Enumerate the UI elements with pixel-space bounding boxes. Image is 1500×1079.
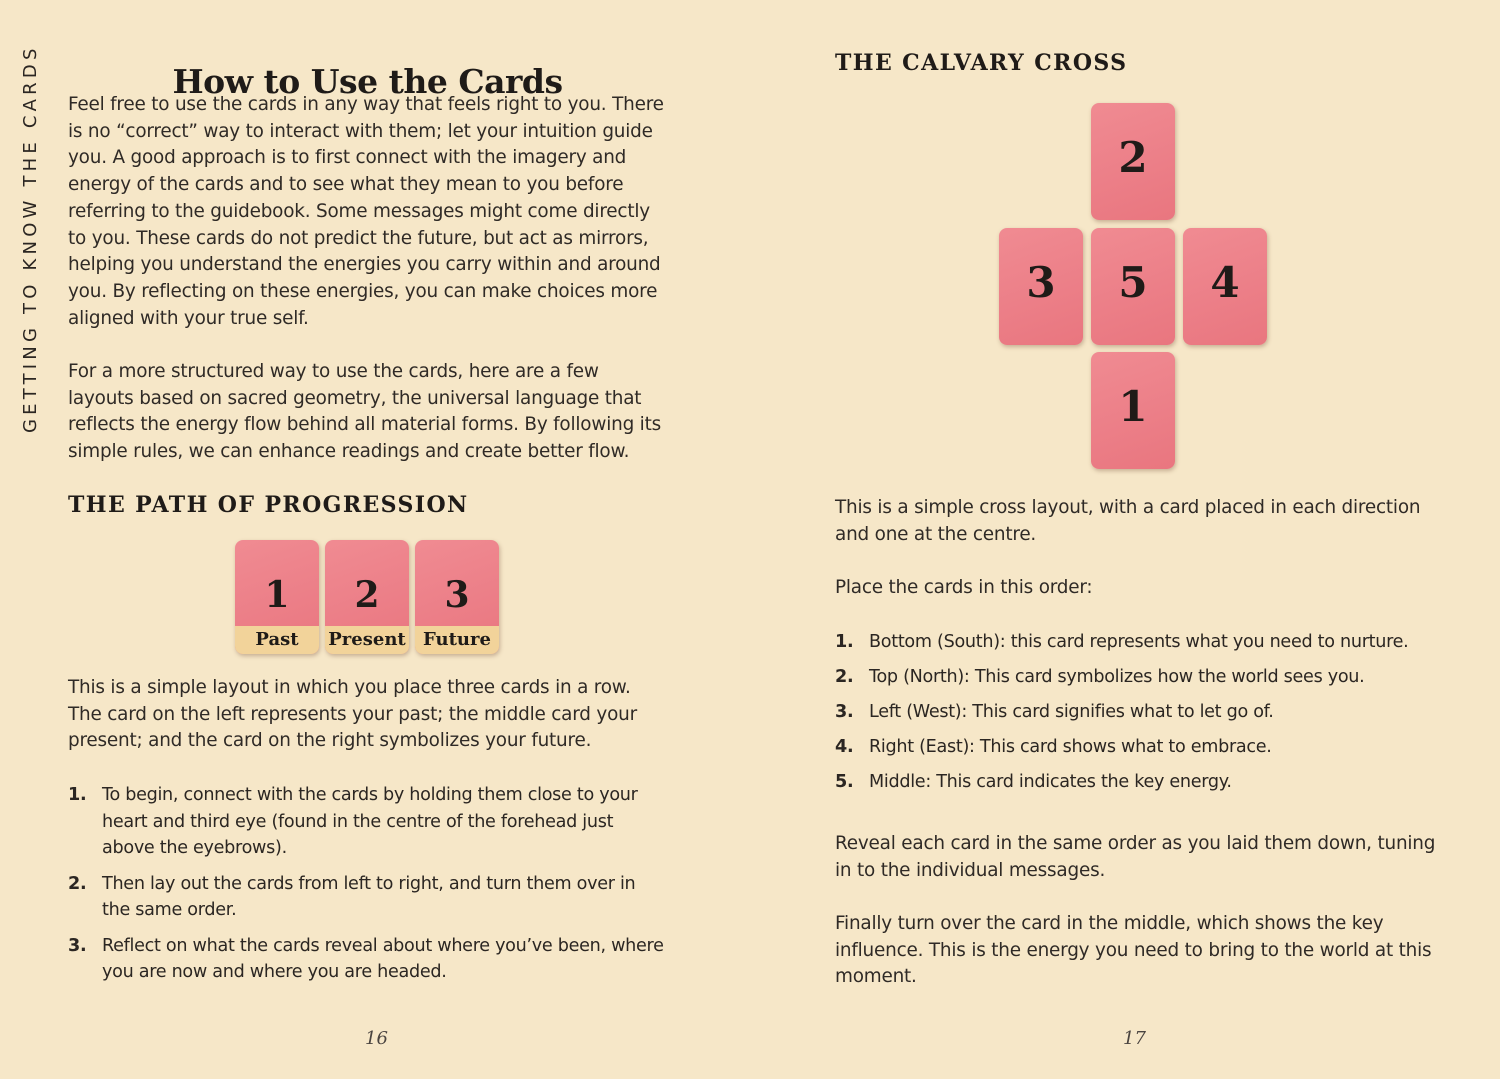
list-marker: 1. bbox=[68, 785, 87, 805]
list-item bbox=[835, 699, 1455, 725]
card-left bbox=[999, 228, 1083, 345]
list-item bbox=[835, 629, 1455, 655]
card-top bbox=[1091, 103, 1175, 220]
right-page bbox=[750, 0, 1500, 1079]
section-heading-path-of-progression: THE PATH OF PROGRESSION bbox=[68, 492, 469, 518]
list-marker: 5. bbox=[835, 772, 854, 792]
list-item-text: Right (East): This card shows what to embrace. bbox=[869, 737, 1272, 757]
list-item bbox=[835, 734, 1455, 760]
card-bottom bbox=[1091, 352, 1175, 469]
list-marker: 2. bbox=[835, 667, 854, 687]
order-intro: Place the cards in this order: bbox=[835, 577, 1093, 598]
list-item-text: Reflect on what the cards reveal about where you’ve been, where you are now and where you are headed. bbox=[102, 935, 664, 982]
list-item-text: Middle: This card indicates the key energy. bbox=[869, 772, 1232, 792]
page-number: 16 bbox=[365, 1028, 388, 1049]
list-marker: 3. bbox=[835, 702, 854, 722]
list-marker: 1. bbox=[835, 632, 854, 652]
path-description: This is a simple layout in which you place three cards in a row. The card on the left represents your past; the middle card your present; and the card on the right symbolizes your future. bbox=[68, 677, 637, 752]
final-paragraph: Finally turn over the card in the middle, which shows the key influence. This is the energy you need to bring to the world at this moment. bbox=[835, 913, 1432, 988]
intro-paragraph-2: For a more structured way to use the cards, here are a few layouts based on sacred geometry, the universal language that reflects the energy flow behind all material forms. By following its simple rules, we can enhance readings and create better flow. bbox=[68, 361, 661, 463]
card-number: 2 bbox=[1118, 133, 1148, 182]
section-heading-calvary-cross: THE CALVARY CROSS bbox=[835, 50, 1128, 76]
list-item bbox=[835, 664, 1455, 690]
card-label: Present bbox=[325, 626, 409, 654]
cross-steps-list bbox=[835, 629, 1455, 804]
side-running-header: GETTING TO KNOW THE CARDS bbox=[20, 44, 41, 433]
list-marker: 2. bbox=[68, 873, 87, 894]
card-label: Past bbox=[235, 626, 319, 654]
card-number: 2 bbox=[354, 574, 380, 616]
card-past bbox=[235, 540, 319, 654]
card-right bbox=[1183, 228, 1267, 345]
list-item bbox=[68, 782, 668, 862]
list-marker: 3. bbox=[68, 935, 87, 956]
card-label: Future bbox=[415, 626, 499, 654]
reveal-paragraph: Reveal each card in the same order as you laid them down, tuning in to the individual messages. bbox=[835, 833, 1436, 881]
card-number: 1 bbox=[1118, 382, 1148, 431]
card-future bbox=[415, 540, 499, 654]
list-item-text: To begin, connect with the cards by holding them close to your heart and third eye (found in the centre of the forehead just above the eyebrows). bbox=[102, 785, 638, 858]
page-title: How to Use the Cards bbox=[172, 62, 563, 102]
list-item bbox=[68, 871, 668, 924]
card-number: 3 bbox=[1026, 258, 1056, 307]
cross-description: This is a simple cross layout, with a card placed in each direction and one at the centre. bbox=[835, 497, 1421, 545]
list-item-text: Then lay out the cards from left to right, and turn them over in the same order. bbox=[102, 873, 636, 920]
card-present bbox=[325, 540, 409, 654]
card-center bbox=[1091, 228, 1175, 345]
page-number: 17 bbox=[1123, 1028, 1146, 1049]
list-marker: 4. bbox=[835, 737, 854, 757]
list-item-text: Left (West): This card signifies what to let go of. bbox=[869, 702, 1274, 722]
intro-paragraph-1: Feel free to use the cards in any way that feels right to you. There is no “correct” way to interact with them; let your intuition guide you. A good approach is to first connect with the imagery and energy of the cards and to see what they mean to you before referring to the guidebook. Some messages might come directly to you. These cards do not predict the future, but act as mirrors, helping you understand the energies you carry within and around you. By reflecting on these energies, you can make choices more aligned with your true self. bbox=[68, 94, 664, 329]
card-number: 1 bbox=[264, 574, 290, 616]
card-number: 4 bbox=[1210, 258, 1240, 307]
path-steps-list bbox=[68, 782, 668, 995]
card-number: 5 bbox=[1118, 258, 1148, 307]
card-number: 3 bbox=[444, 574, 470, 616]
list-item-text: Top (North): This card symbolizes how the world sees you. bbox=[869, 667, 1365, 687]
list-item-text: Bottom (South): this card represents what you need to nurture. bbox=[869, 632, 1409, 652]
list-item bbox=[68, 933, 668, 986]
list-item bbox=[835, 769, 1455, 795]
